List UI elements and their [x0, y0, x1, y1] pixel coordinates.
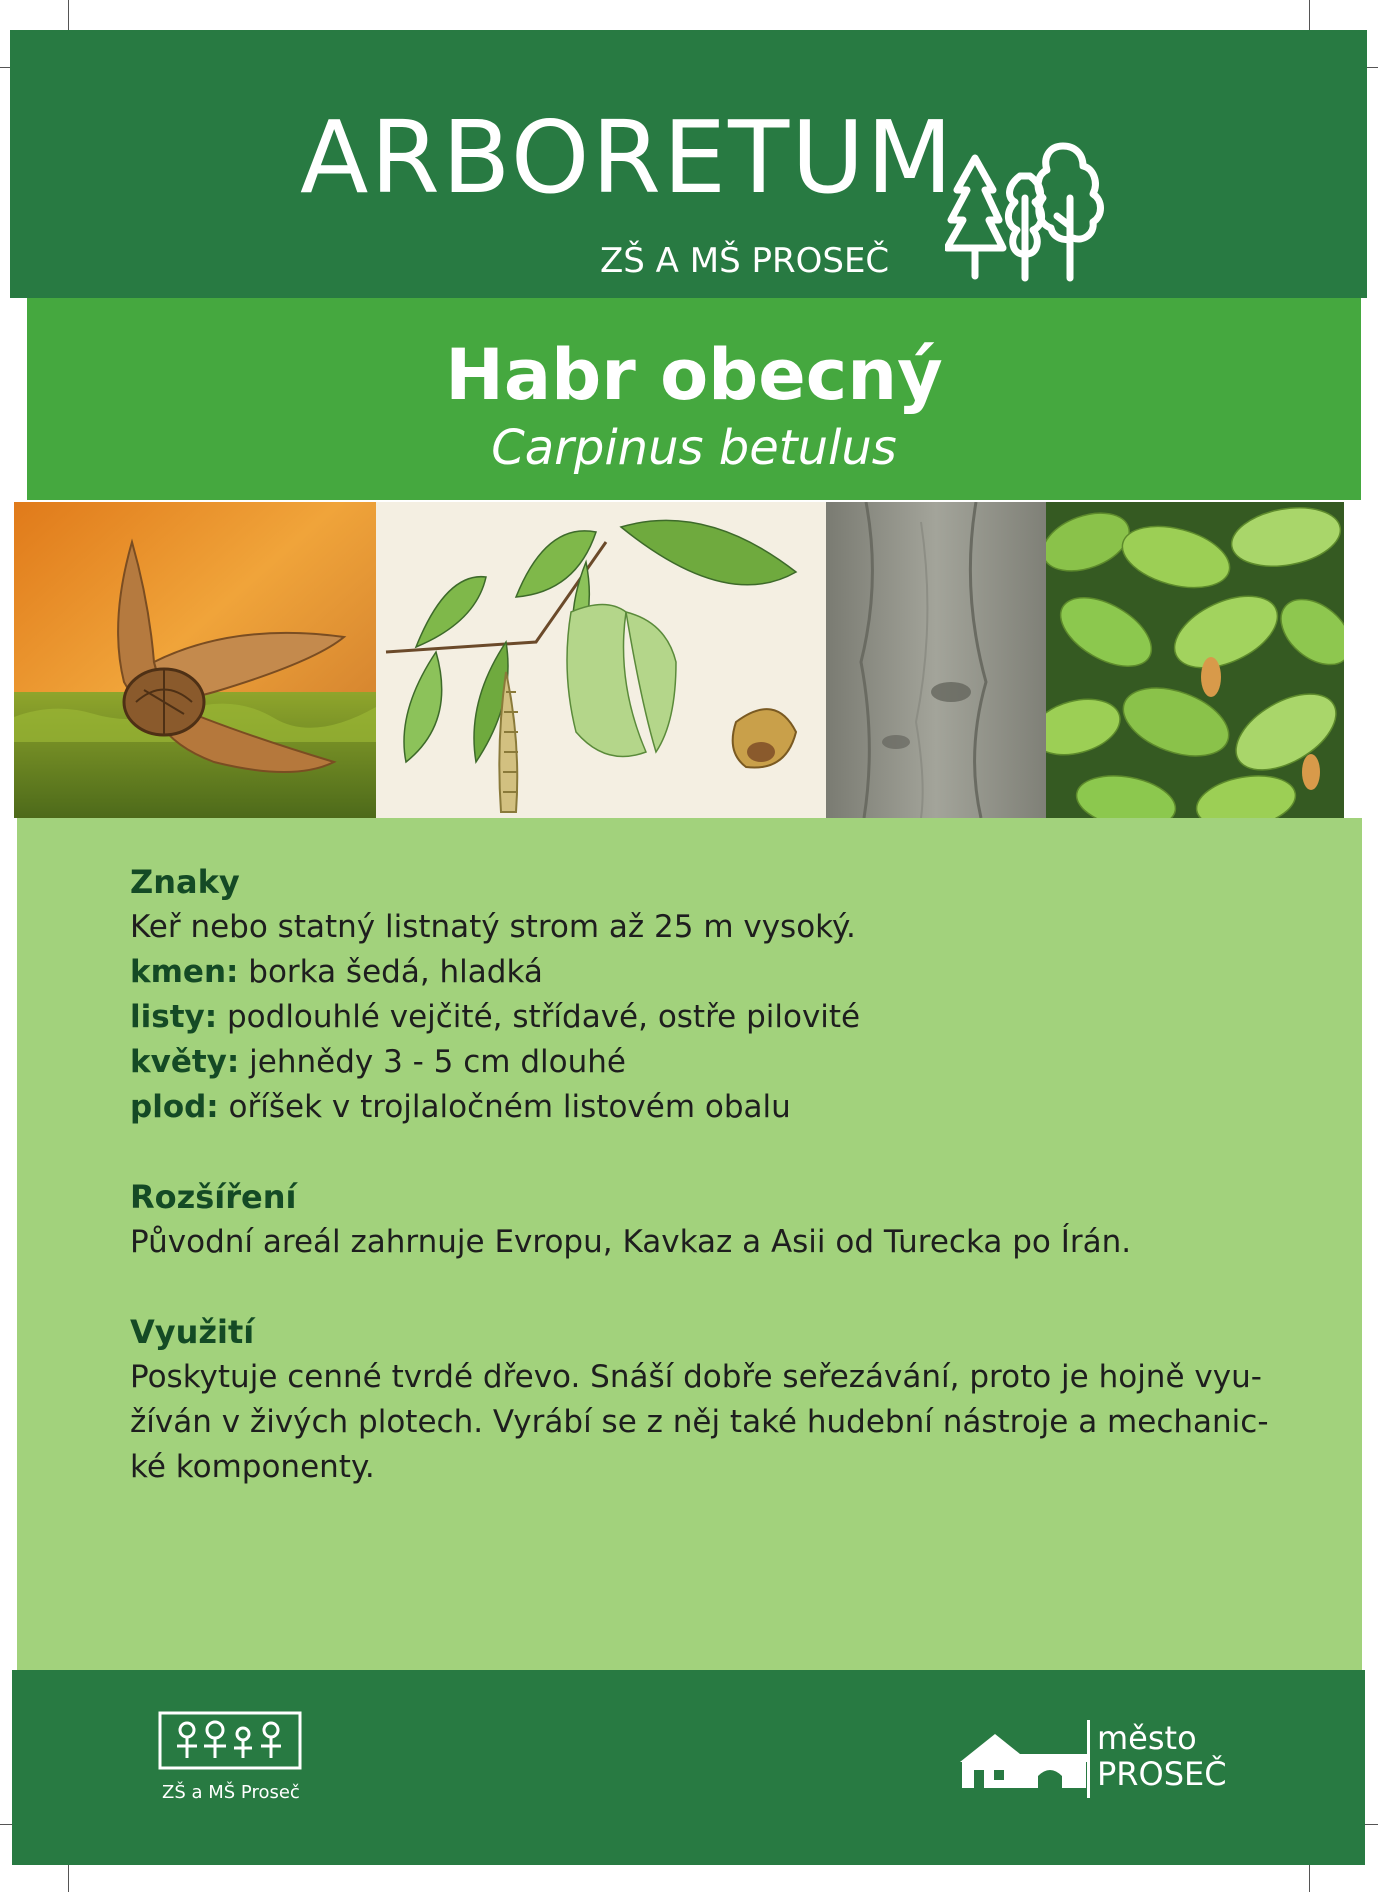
kmen-label: kmen: — [130, 954, 239, 990]
header-banner — [10, 30, 1367, 298]
section-rozsireni — [130, 1175, 1290, 1265]
trees-icon — [945, 138, 1105, 288]
listy-label: listy: — [130, 999, 218, 1035]
vyuziti-line: ké komponenty. — [130, 1449, 375, 1485]
znaky-kmen — [130, 950, 1290, 995]
species-latin-name: Carpinus betulus — [491, 420, 897, 476]
plod-label: plod: — [130, 1089, 219, 1125]
plod-text: oříšek v trojlaločném listovém obalu — [218, 1089, 791, 1125]
listy-text: podlouhlé vejčité, střídavé, ostře pilovité — [217, 999, 861, 1035]
town-logo — [960, 1724, 1100, 1794]
photo-strip — [14, 502, 1344, 818]
znaky-plod — [130, 1085, 1290, 1130]
kvety-label: květy: — [130, 1044, 240, 1080]
znaky-listy — [130, 995, 1290, 1040]
section-znaky — [130, 860, 1290, 1130]
town-label-bottom: PROSEČ — [1097, 1755, 1227, 1793]
znaky-kvety — [130, 1040, 1290, 1085]
species-common-name: Habr obecný — [445, 334, 943, 416]
town-divider — [1087, 1720, 1090, 1798]
school-label: ZŠ a MŠ Proseč — [162, 1782, 300, 1803]
kmen-text: borka šedá, hladká — [238, 954, 543, 990]
town-label-top: město — [1097, 1719, 1197, 1757]
section-heading: Znaky — [130, 863, 240, 901]
znaky-intro: Keř nebo statný listnatý strom až 25 m vysoký. — [130, 909, 856, 945]
seed-with-bract-photo — [14, 502, 376, 818]
description-panel — [17, 818, 1362, 1670]
rozsireni-text: Původní areál zahrnuje Evropu, Kavkaz a Asii od Turecka po Írán. — [130, 1224, 1132, 1260]
kvety-text: jehnědy 3 - 5 cm dlouhé — [239, 1044, 626, 1080]
brand-subtitle: ZŠ A MŠ PROSEČ — [600, 241, 890, 281]
section-heading: Využití — [130, 1313, 255, 1351]
footer-banner — [12, 1670, 1365, 1865]
leaves-photo — [1046, 502, 1344, 818]
vyuziti-line: Poskytuje cenné tvrdé dřevo. Snáší dobře seřezávání, proto je hojně vyu- — [130, 1359, 1262, 1395]
section-heading: Rozšíření — [130, 1178, 297, 1216]
brand-title: ARBORETUM — [300, 99, 955, 216]
vyuziti-line: žíván v živých plotech. Vyrábí se z něj také hudební nástroje a mechanic- — [130, 1404, 1269, 1440]
bark-photo — [826, 502, 1046, 818]
species-title-band — [27, 298, 1361, 500]
section-vyuziti — [130, 1310, 1290, 1490]
botanical-illustration — [376, 502, 826, 818]
